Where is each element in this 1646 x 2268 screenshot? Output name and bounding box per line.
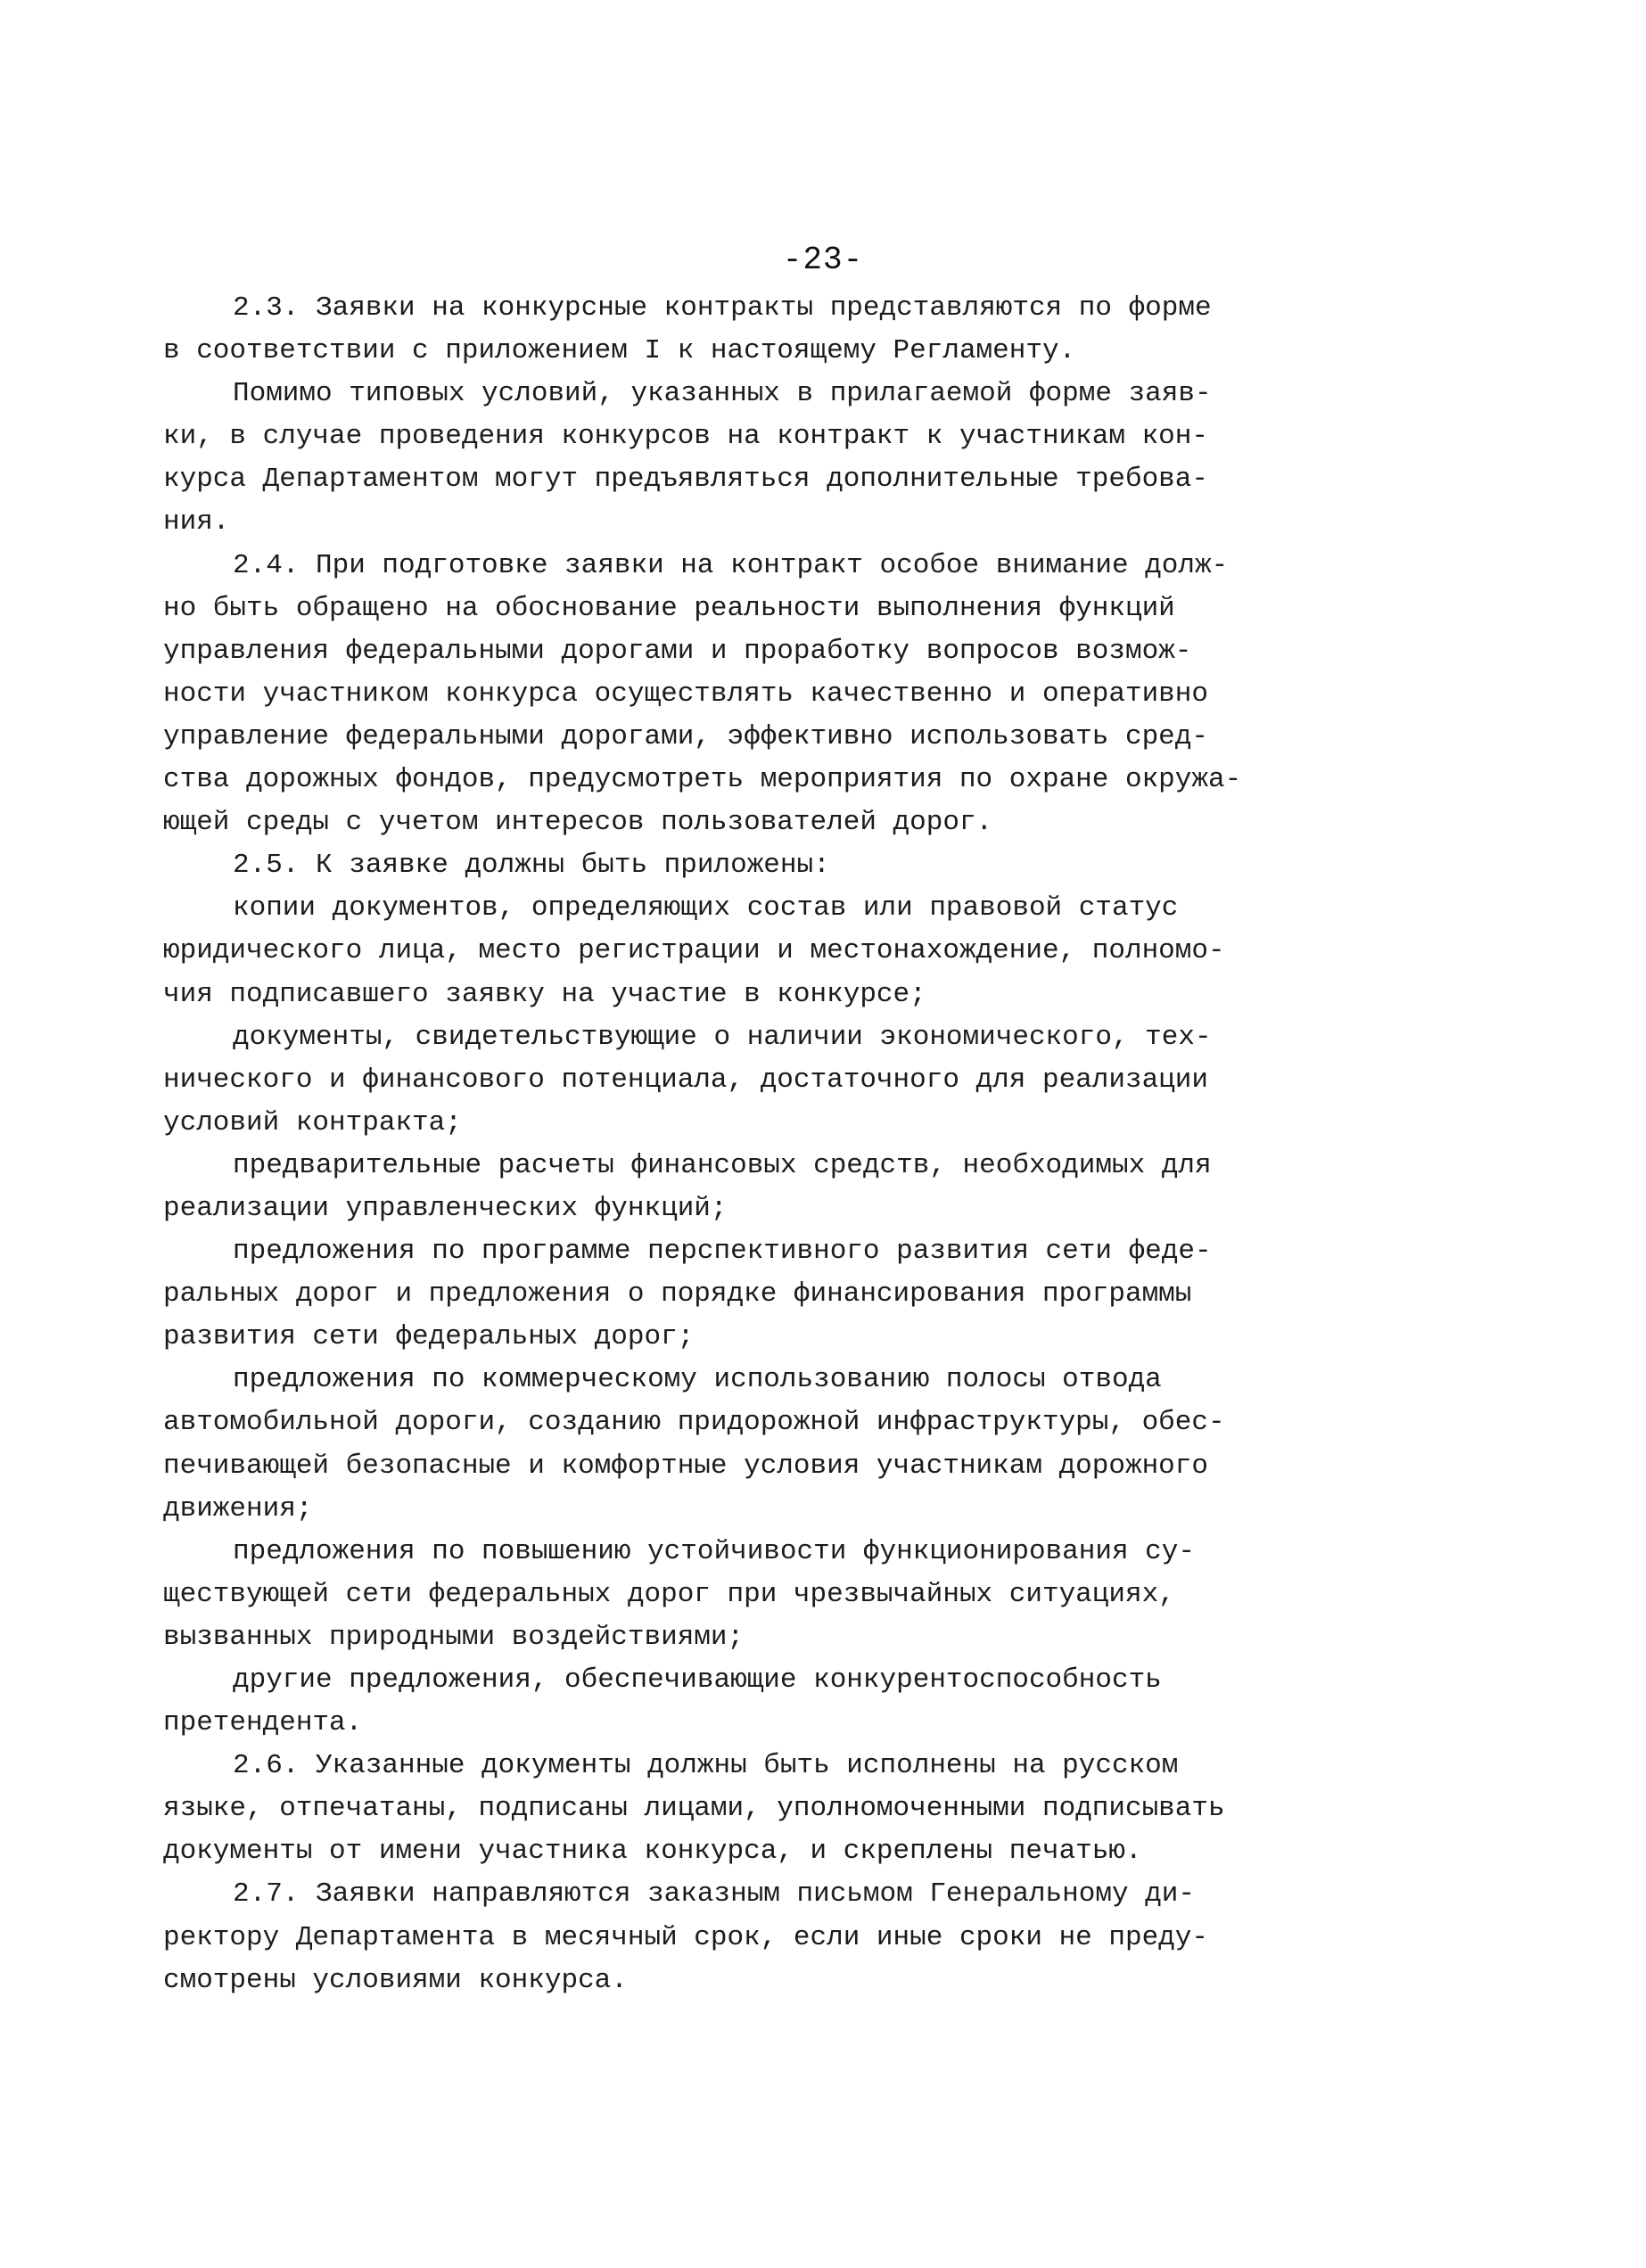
- text-line: ния.: [163, 506, 230, 538]
- text-line: развития сети федеральных дорог;: [163, 1321, 695, 1353]
- text-line: но быть обращено на обоснование реальности выполнения функций: [163, 592, 1175, 624]
- text-line: Помимо типовых условий, указанных в прилагаемой форме заяв-: [233, 378, 1212, 410]
- text-line: управления федеральными дорогами и проработку вопросов возмож-: [163, 635, 1192, 667]
- text-line: 2.5. К заявке должны быть приложены:: [233, 850, 830, 882]
- text-line: копии документов, определяющих состав или правовой статус: [233, 892, 1179, 924]
- document-body: [163, 287, 1313, 2002]
- text-line: ки, в случае проведения конкурсов на контракт к участникам кон-: [163, 421, 1208, 453]
- text-line: условий контракта;: [163, 1106, 462, 1138]
- text-line: языке, отпечатаны, подписаны лицами, уполномоченными подписывать: [163, 1793, 1225, 1825]
- text-line: в соответствии с приложением I к настоящему Регламенту.: [163, 335, 1076, 367]
- text-line: ректору Департамента в месячный срок, если иные сроки не преду-: [163, 1921, 1208, 1953]
- text-line: документы, свидетельствующие о наличии экономического, тех-: [233, 1021, 1212, 1053]
- text-line: 2.6. Указанные документы должны быть исполнены на русском: [233, 1750, 1179, 1782]
- text-line: 2.3. Заявки на конкурсные контракты представляются по форме: [233, 292, 1212, 324]
- text-line: чия подписавшего заявку на участие в конкурсе;: [163, 978, 926, 1010]
- text-line: управление федеральными дорогами, эффективно использовать сред-: [163, 720, 1208, 752]
- text-line: смотрены условиями конкурса.: [163, 1964, 628, 1996]
- text-line: курса Департаментом могут предъявляться дополнительные требова-: [163, 464, 1208, 496]
- text-line: реализации управленческих функций;: [163, 1192, 728, 1224]
- text-line: печивающей безопасные и комфортные условия участникам дорожного: [163, 1450, 1208, 1482]
- text-line: ства дорожных фондов, предусмотреть мероприятия по охране окружа-: [163, 764, 1242, 796]
- text-line: ности участником конкурса осуществлять качественно и оперативно: [163, 678, 1208, 710]
- text-line: документы от имени участника конкурса, и скреплены печатью.: [163, 1836, 1142, 1868]
- text-line: юридического лица, место регистрации и местонахождение, полномо-: [163, 935, 1225, 967]
- text-line: вызванных природными воздействиями;: [163, 1621, 745, 1653]
- text-line: движения;: [163, 1492, 313, 1524]
- text-line: предложения по повышению устойчивости функционирования су-: [233, 1535, 1195, 1567]
- text-line: ральных дорог и предложения о порядке финансирования программы: [163, 1278, 1192, 1311]
- text-line: претендента.: [163, 1707, 363, 1739]
- text-line: автомобильной дороги, созданию придорожной инфраструктуры, обес-: [163, 1407, 1225, 1439]
- text-line: предложения по программе перспективного развития сети феде-: [233, 1236, 1212, 1268]
- text-line: предложения по коммерческому использованию полосы отвода: [233, 1364, 1162, 1396]
- text-line: предварительные расчеты финансовых средств, необходимых для: [233, 1149, 1212, 1181]
- text-line: 2.7. Заявки направляются заказным письмом Генеральному ди-: [233, 1878, 1195, 1911]
- text-line: ющей среды с учетом интересов пользователей дорог.: [163, 807, 993, 839]
- text-line: ществующей сети федеральных дорог при чрезвычайных ситуациях,: [163, 1578, 1175, 1610]
- text-line: 2.4. При подготовке заявки на контракт особое внимание долж-: [233, 549, 1229, 581]
- text-line: нического и финансового потенциала, достаточного для реализации: [163, 1064, 1208, 1096]
- page-number: -23-: [782, 242, 864, 278]
- text-line: другие предложения, обеспечивающие конкурентоспособность: [233, 1664, 1162, 1696]
